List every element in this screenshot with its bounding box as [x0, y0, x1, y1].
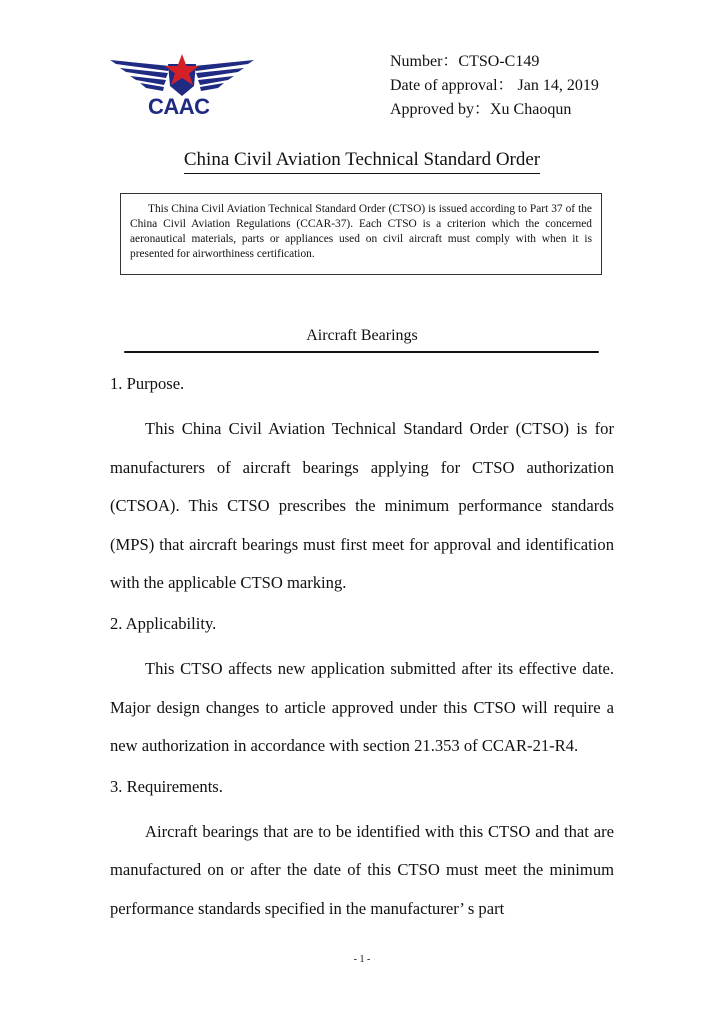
document-meta [390, 50, 599, 122]
intro-box: This China Civil Aviation Technical Standard Order (CTSO) is issued according to Part 37 of the China Civil Aviation Regulations (CCAR-37). Each CTSO is a criterion which the concerned aeronautical materials, parts or appliances used on civil aircraft must comply with when it is presented for airworthiness certification. [120, 193, 602, 275]
document-title [0, 149, 724, 174]
page-number: - 1 - [353, 954, 371, 965]
document-body [110, 372, 614, 929]
approved-by: Approved by：Xu Chaoqun [390, 101, 572, 118]
section-text-purpose: This China Civil Aviation Technical Standard Order (CTSO) is for manufacturers of aircraft bearings applying for CTSO authorization (CTSOA). This CTSO prescribes the minimum performance standards (MPS) that aircraft bearings must first meet for approval and identification with the applicable CTSO marking. [110, 419, 614, 593]
section-text-requirements: Aircraft bearings that are to be identified with this CTSO and that are manufactured on or after the date of this CTSO must meet the minimum performance standards specified in the manufacturer’ s part [110, 821, 614, 918]
approval-date: Date of approval： Jan 14, 2019 [390, 77, 599, 94]
section-heading-applicability: 2. Applicability. [110, 613, 217, 633]
logo-text: CAAC [148, 94, 210, 119]
section-text-applicability: This CTSO affects new application submitted after its effective date. Major design changes to article approved under this CTSO will require a new authorization in accordance with section 21.353 of CCAR-21-R4. [110, 658, 614, 756]
section-heading-requirements: 3. Requirements. [110, 776, 223, 796]
section-divider [124, 351, 599, 353]
section-title: Aircraft Bearings [306, 327, 418, 344]
document-number: Number：CTSO-C149 [390, 53, 540, 70]
section-heading-purpose: 1. Purpose. [110, 374, 185, 393]
caac-wings-star-emblem [108, 52, 256, 98]
document-title-text: China Civil Aviation Technical Standard Order [184, 149, 540, 174]
caac-logo [108, 52, 256, 122]
